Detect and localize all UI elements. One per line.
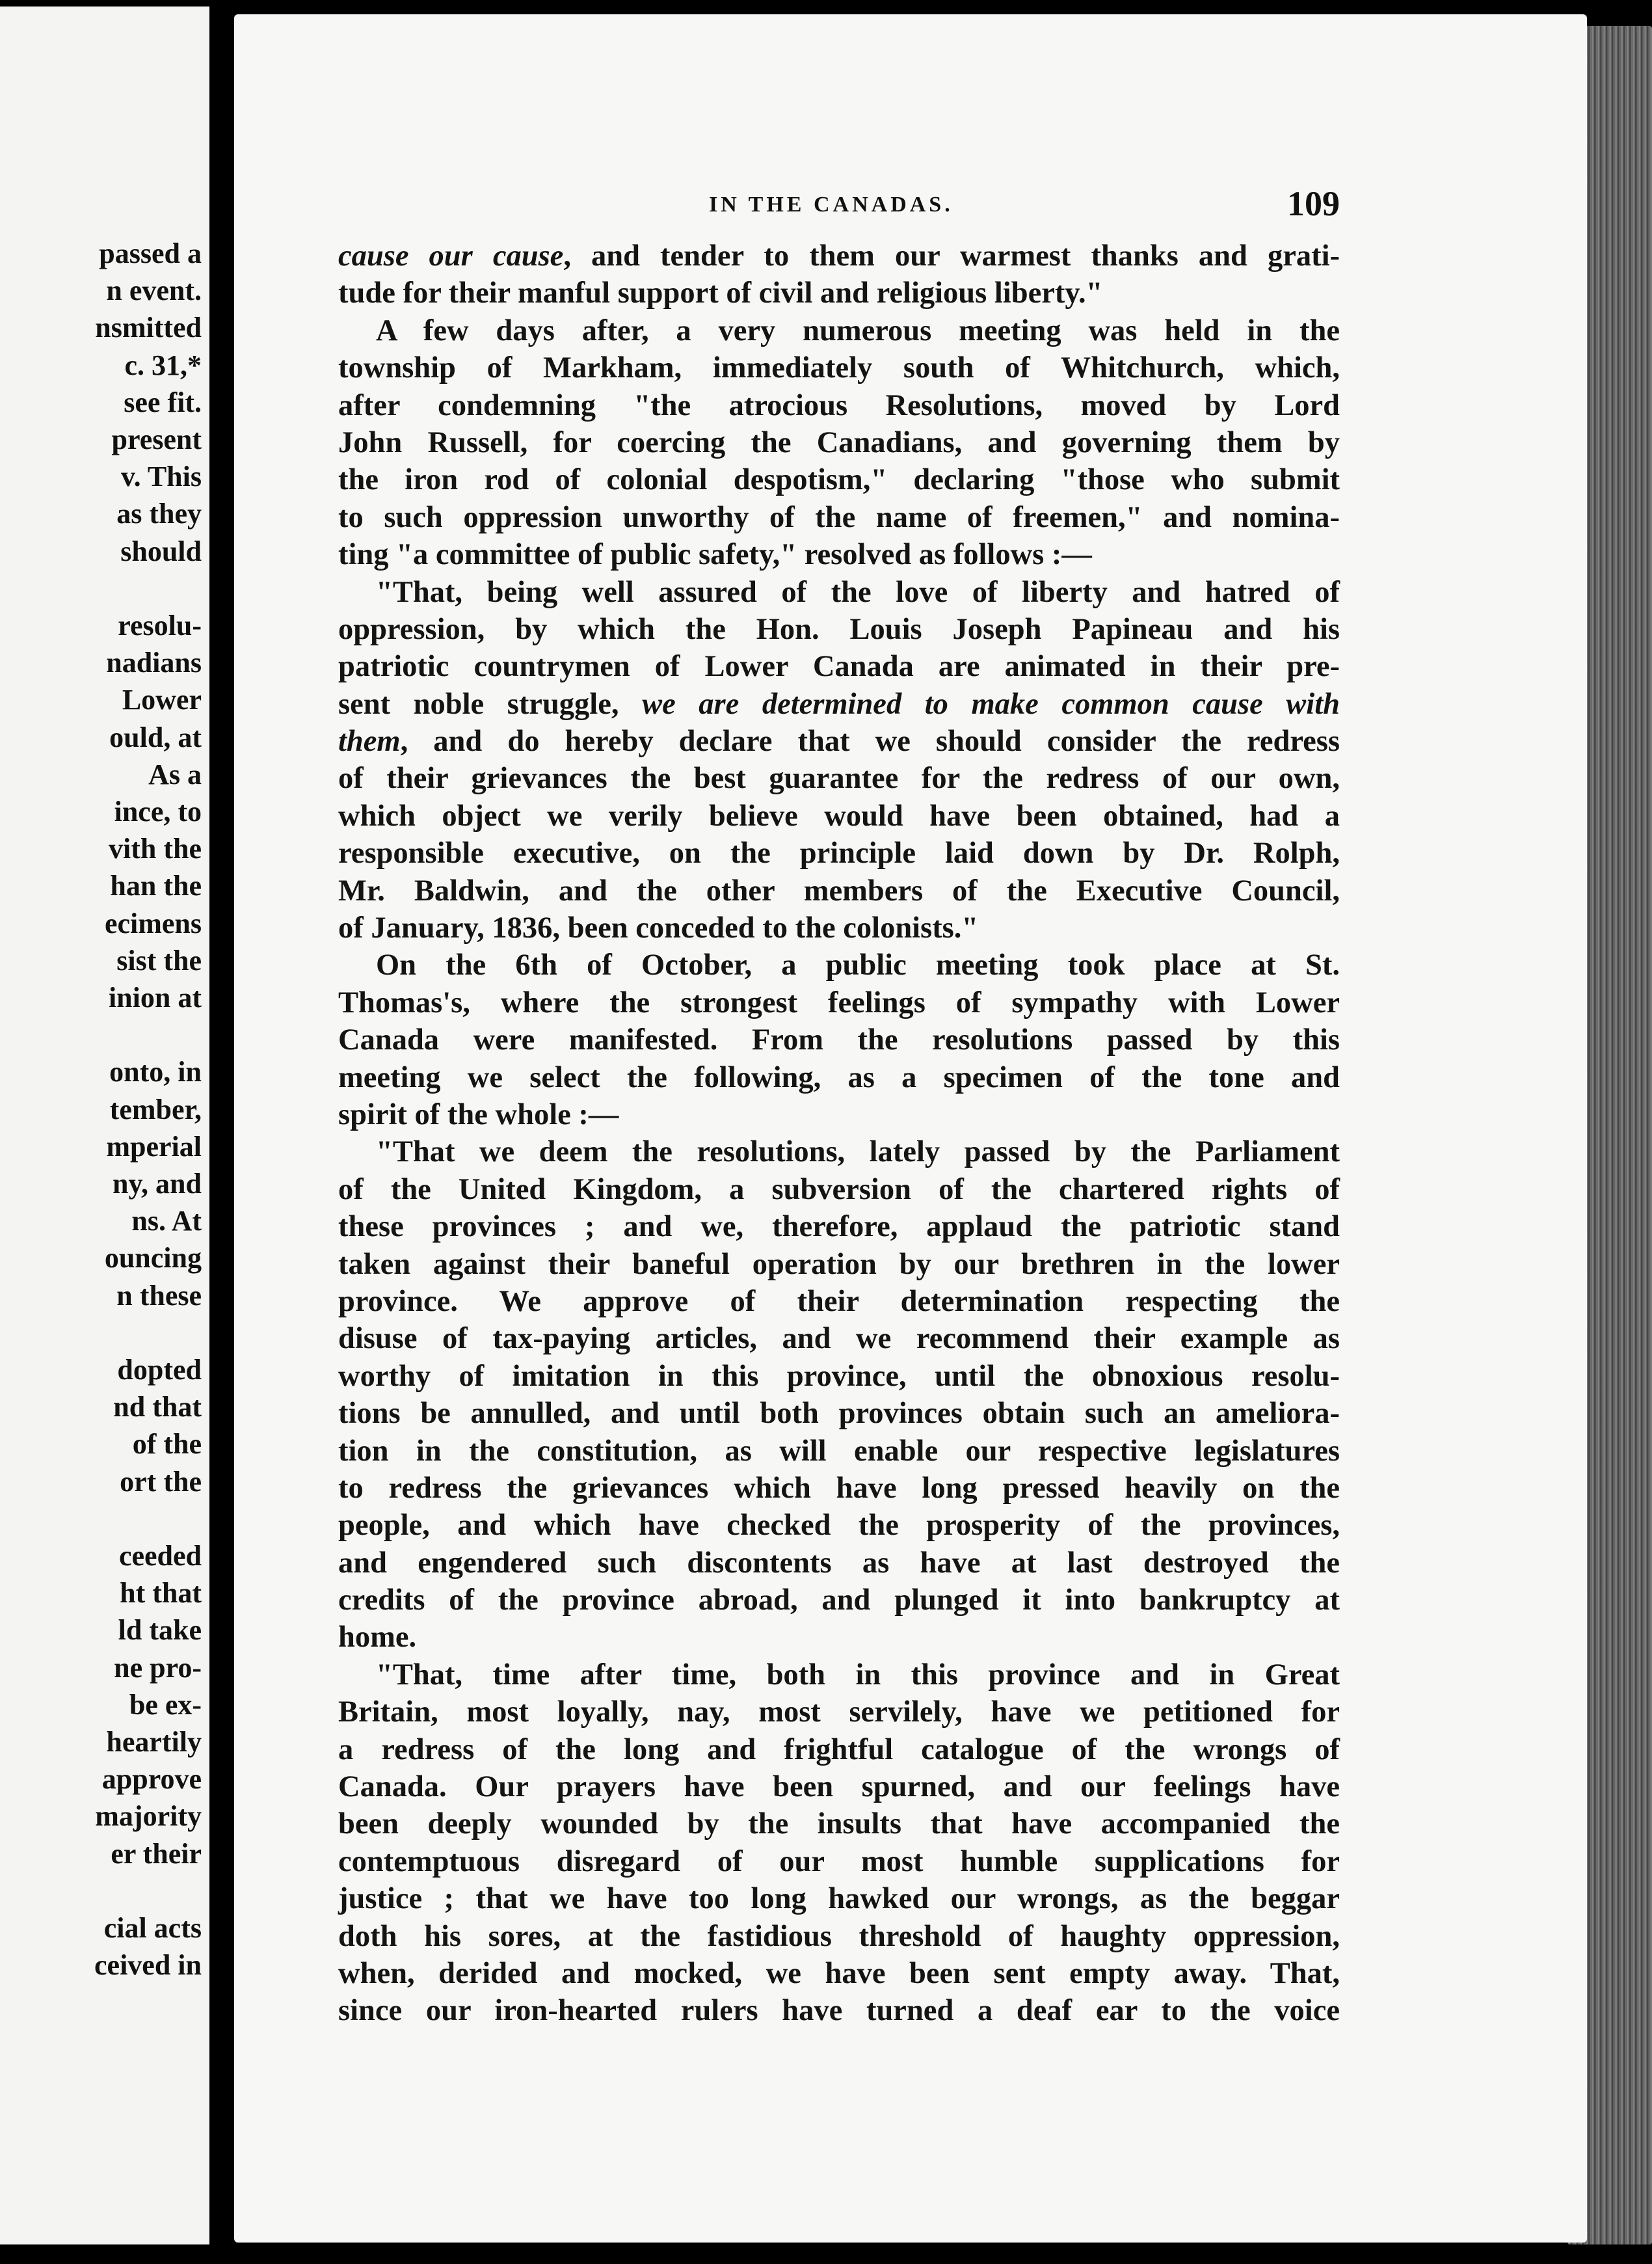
previous-page-line: ouncing	[104, 1242, 202, 1274]
text-line: doth his sores, at the fastidious threshold of haughty oppression,	[338, 1919, 1340, 1953]
italic-phrase: them	[338, 725, 401, 759]
paragraph-start: "That we deem the resolutions, lately passed by the Parliament	[376, 1135, 1340, 1169]
paragraph-start: "That, being well assured of the love of liberty and hatred of	[376, 575, 1340, 609]
previous-page-line: v. This	[121, 461, 202, 493]
page-body	[338, 237, 1340, 2030]
text-line: to redress the grievances which have long pressed heavily on the	[338, 1471, 1340, 1505]
text-line: taken against their baneful operation by our brethren in the lower	[338, 1247, 1340, 1281]
text-line: responsible executive, on the principle laid down by Dr. Rolph,	[338, 837, 1340, 870]
previous-page-line: present	[111, 424, 202, 455]
text-line: the iron rod of colonial despotism," declaring "those who submit	[338, 463, 1340, 497]
previous-page-line: onto, in	[109, 1056, 202, 1088]
previous-page-line: of the	[132, 1428, 202, 1461]
previous-page-line: mperial	[106, 1130, 202, 1163]
text-line: people, and which have checked the prosperity of the provinces,	[338, 1509, 1340, 1543]
previous-page-line: passed a	[99, 237, 202, 269]
text-line: a redress of the long and frightful catalogue of the wrongs of	[338, 1732, 1340, 1766]
text-line: of their grievances the best guarantee for the redress of our own,	[338, 762, 1340, 796]
text-line: credits of the province abroad, and plunged it into bankruptcy at	[338, 1583, 1340, 1617]
previous-page-line: Lower	[122, 684, 202, 716]
text-line: after condemning "the atrocious Resolutions, moved by Lord	[338, 388, 1340, 422]
text-line	[338, 237, 1340, 275]
previous-page-line: should	[120, 535, 202, 567]
paragraph-start: "That, time after time, both in this province and in Great	[376, 1658, 1340, 1691]
text-line: patriotic countrymen of Lower Canada are animated in their pre-	[338, 650, 1340, 684]
previous-page-line: ould, at	[109, 721, 202, 753]
previous-page-line: ceeded	[118, 1540, 202, 1572]
text-line: ting "a committee of public safety," resolved as follows :—	[338, 538, 1092, 572]
running-head: IN THE CANADAS.	[709, 193, 953, 217]
text-line: meeting we select the following, as a specimen of the tone and	[338, 1060, 1340, 1094]
text-line: spirit of the whole :—	[338, 1098, 619, 1131]
text-line: Canada were manifested. From the resolutions passed by this	[338, 1023, 1340, 1057]
text-line: which object we verily believe would have been obtained, had a	[338, 799, 1340, 833]
text-line: since our iron-hearted rulers have turned a deaf ear to the voice	[338, 1994, 1340, 2028]
previous-page-line: han the	[110, 870, 202, 902]
page-number: 109	[1287, 184, 1340, 223]
previous-page-line: c. 31,*	[124, 349, 202, 381]
text-span: , and tender to them our warmest thanks and grati-	[563, 239, 1340, 273]
previous-page-line: n event.	[106, 275, 202, 307]
previous-page-line: ceived in	[94, 1949, 202, 1982]
previous-page-line: nsmitted	[95, 312, 202, 344]
text-line: worthy of imitation in this province, until the obnoxious resolu-	[338, 1359, 1340, 1393]
previous-page-line: ecimens	[104, 907, 202, 939]
previous-page-line: ht that	[120, 1577, 202, 1610]
text-line: tions be annulled, and until both provinces obtain such an ameliora-	[338, 1397, 1340, 1431]
previous-page-line: ince, to	[114, 796, 202, 828]
text-line: home.	[338, 1621, 417, 1654]
text-line: of January, 1836, been conceded to the colonists."	[338, 911, 979, 945]
previous-page-line: cial acts	[103, 1912, 202, 1944]
text-line: been deeply wounded by the insults that have accompanied the	[338, 1807, 1340, 1841]
text-line: John Russell, for coercing the Canadians, and governing them by	[338, 425, 1340, 459]
text-line: and engendered such discontents as have at last destroyed the	[338, 1546, 1340, 1580]
page-header	[709, 184, 1340, 229]
text-line: to such oppression unworthy of the name of freemen," and nomina-	[338, 500, 1340, 534]
text-span: sent noble struggle,	[338, 687, 643, 721]
previous-page-line: approve	[101, 1763, 202, 1796]
text-line: province. We approve of their determination respecting the	[338, 1284, 1340, 1318]
previous-page-line: nd that	[113, 1391, 202, 1423]
previous-page-line: ny, and	[113, 1168, 202, 1200]
text-line: Britain, most loyally, nay, most servilely, have we petitioned for	[338, 1695, 1340, 1729]
previous-page-line: heartily	[106, 1726, 202, 1758]
previous-page-line: nadians	[106, 647, 202, 679]
paragraph-start: A few days after, a very numerous meeting was held in the	[376, 314, 1340, 347]
previous-page-line: tember,	[109, 1093, 202, 1125]
text-line: Thomas's, where the strongest feelings of sympathy with Lower	[338, 986, 1340, 1019]
previous-page-line: As a	[148, 758, 202, 790]
previous-page-line: resolu-	[118, 610, 202, 641]
previous-page-line: as they	[116, 498, 202, 530]
text-line: tion in the constitution, as will enable our respective legislatures	[338, 1434, 1340, 1468]
italic-phrase: we are determined to make common cause with	[642, 687, 1340, 721]
previous-page-line: ns. At	[131, 1205, 202, 1237]
previous-page-line: see fit.	[124, 386, 202, 418]
text-span: , and do hereby declare that we should consider the redress	[400, 725, 1340, 759]
text-line: disuse of tax-paying articles, and we recommend their example as	[338, 1322, 1340, 1356]
previous-page-line: majority	[95, 1800, 202, 1833]
previous-page-line: ort the	[120, 1465, 202, 1498]
previous-page-line: dopted	[117, 1354, 202, 1386]
text-line	[338, 686, 1340, 723]
text-line: these provinces ; and we, therefore, applaud the patriotic stand	[338, 1210, 1340, 1244]
text-line: township of Markham, immediately south of Whitchurch, which,	[338, 351, 1340, 385]
previous-page-line: er their	[111, 1837, 202, 1870]
text-line: justice ; that we have too long hawked our wrongs, as the beggar	[338, 1882, 1340, 1916]
text-line: when, derided and mocked, we have been sent empty away. That,	[338, 1956, 1340, 1990]
previous-page-line: ne pro-	[114, 1651, 202, 1684]
text-line: oppression, by which the Hon. Louis Joseph Papineau and his	[338, 612, 1340, 646]
text-line: Mr. Baldwin, and the other members of the Executive Council,	[338, 874, 1340, 908]
previous-page-line: be ex-	[129, 1688, 202, 1721]
italic-phrase: cause our cause	[338, 239, 564, 273]
previous-page-line: ld take	[118, 1614, 202, 1647]
previous-page-line: vith the	[109, 833, 202, 865]
previous-page-line: inion at	[108, 982, 202, 1014]
previous-page-line: n these	[116, 1279, 202, 1312]
previous-page-line: sist the	[116, 944, 202, 977]
previous-page-fragment	[0, 7, 209, 2244]
paragraph-start: On the 6th of October, a public meeting took place at St.	[376, 949, 1340, 982]
text-line: contemptuous disregard of our most humble supplications for	[338, 1844, 1340, 1878]
text-line	[338, 723, 1340, 760]
text-line: of the United Kingdom, a subversion of the chartered rights of	[338, 1172, 1340, 1206]
text-line: tude for their manful support of civil and religious liberty."	[338, 276, 1103, 310]
text-line: Canada. Our prayers have been spurned, and our feelings have	[338, 1770, 1340, 1804]
